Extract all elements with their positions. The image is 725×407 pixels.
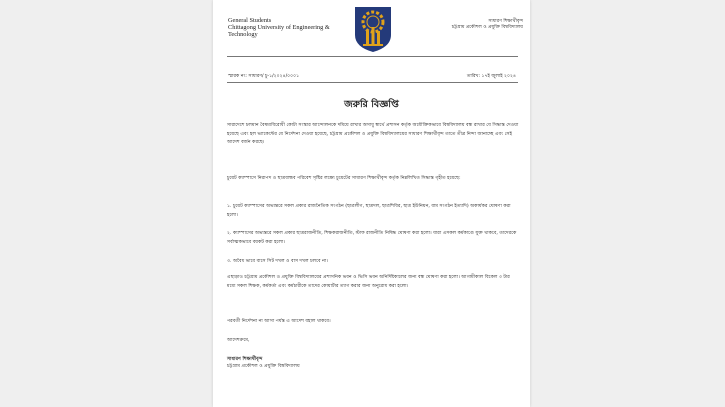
paragraph-point-1: ১. চুয়েট ক্যাম্পাসের অভ্যন্তরে সকল প্রকার রাজনৈতিক সংগঠন (ছাত্রলীগ, ছাত্রদল, ছাত্রশিবির, ছাত্র ইউনিয়ন, বাম সংগঠন ইত্যাদি) অকার্যকর ঘোষণা করা হলো। xyxy=(227,204,511,218)
signature-institution: চট্টগ্রাম প্রকৌশল ও প্রযুক্তি বিশ্ববিদ্যালয় xyxy=(227,363,300,369)
reference-number: স্মারক নং: সাধারণ/ চু-১/২০২৪/০০০১ xyxy=(228,74,300,79)
paragraph-closure: এছাড়াও চট্টগ্রাম প্রকৌশল ও প্রযুক্তি বিশ্ববিদ্যালয়ের প্রশাসনিক ভবন ও ভিসি ভবন অনির্দিষ্টকালের জন্য বন্ধ ঘোষণা করা হলো। আগামীকাল বিকেল ৩ টার মধ্যে সকল শিক্ষক, কর্মকর্তা এবং কর্মচারীকে তাদের কোয়ার্টার ত্যাগ করার জন্য অনুরোধ করা হলো। xyxy=(227,275,510,289)
paragraph-decisions: চুয়েট ক্যাম্পাসে নিরাপদ ও ছাত্রবান্ধব পরিবেশ সৃষ্টির লক্ষ্যে চুয়েটের সাধারণ শিক্ষার্থীবৃন্দ কর্তৃক নিম্নলিখিত সিদ্ধান্ত গৃহীত হয়েছে: xyxy=(227,176,461,181)
right-line-2: চট্টগ্রাম প্রকৌশল ও প্রযুক্তি বিশ্ববিদ্যালয় xyxy=(451,25,523,31)
header-divider xyxy=(227,56,518,57)
notice-document xyxy=(213,0,530,407)
signature-name: সাধারণ শিক্ষার্থীবৃন্দ xyxy=(227,357,263,362)
crest-gear-hub xyxy=(367,16,379,28)
crest-pillar-right xyxy=(377,31,380,44)
meta-divider xyxy=(227,82,518,83)
signature-block xyxy=(227,356,519,371)
org-line-3: Technology xyxy=(228,31,258,38)
paragraph-point-3: ৩. অবৈধ ভাবে বাসে সিট দখল ও বাস দখল চলবে না। xyxy=(227,259,328,264)
header-org-bangla xyxy=(441,19,523,31)
paragraph-point-2: ২. ক্যাম্পাসের অভ্যন্তরে সকল প্রকার ছাত্ররাজনীতি, শিক্ষকরাজনীতি, স্টাফ রাজনীতি নিষিদ্ধ ঘোষণা করা হলো। যারা এসকল কর্মকাণ্ডে যুক্ত থাকবে, তাদেরকে সর্বাত্মকভাবে বয়কট করা হলো। xyxy=(227,231,517,245)
paragraph-intro: সারাদেশে চলমান বৈষম্যবিরোধী কোটা সংস্কার আন্দোলনকে দমিয়ে রাখার অসাধু স্বার্থে প্রশাসন কর্তৃক অযৌক্তিকভাবে বিশ্ববিদ্যালয় বন্ধ রাখার যে সিদ্ধান্ত দেওয়া হয়েছে এবং হল ভ্যাকেন্টের যে নির্দেশনা দেওয়া হয়েছে, চট্টগ্রাম প্রকৌশল ও প্রযুক্তি বিশ্ববিদ্যালয়ের সাধারণ শিক্ষার্থীবৃন্দ তাতে তীব্র নিন্দা জানাচ্ছে এবং সেই আদেশ বর্জন করছে। xyxy=(227,123,519,146)
by-order: আদেশক্রমে, xyxy=(227,338,250,343)
paragraph-validity: পরবর্তী নির্দেশনা না আসা পর্যন্ত এ আদেশ বহাল থাকবে। xyxy=(227,319,331,324)
right-line-1: সাধারণ শিক্ষার্থীবৃন্দ xyxy=(488,19,523,24)
notice-date: তারিখ: ১৭ই জুলাই ২০২৪ xyxy=(466,74,516,79)
crest-base xyxy=(363,44,383,46)
crest-pillar-center xyxy=(372,27,375,44)
org-line-2: Chittagong University of Engineering & xyxy=(228,24,330,31)
notice-title: জরুরি বিজ্ঞপ্তি xyxy=(344,99,399,110)
cuet-crest-icon xyxy=(352,5,394,53)
org-line-1: General Students xyxy=(228,17,272,24)
crest-pillar-left xyxy=(366,31,369,44)
header-org-english xyxy=(228,17,348,38)
